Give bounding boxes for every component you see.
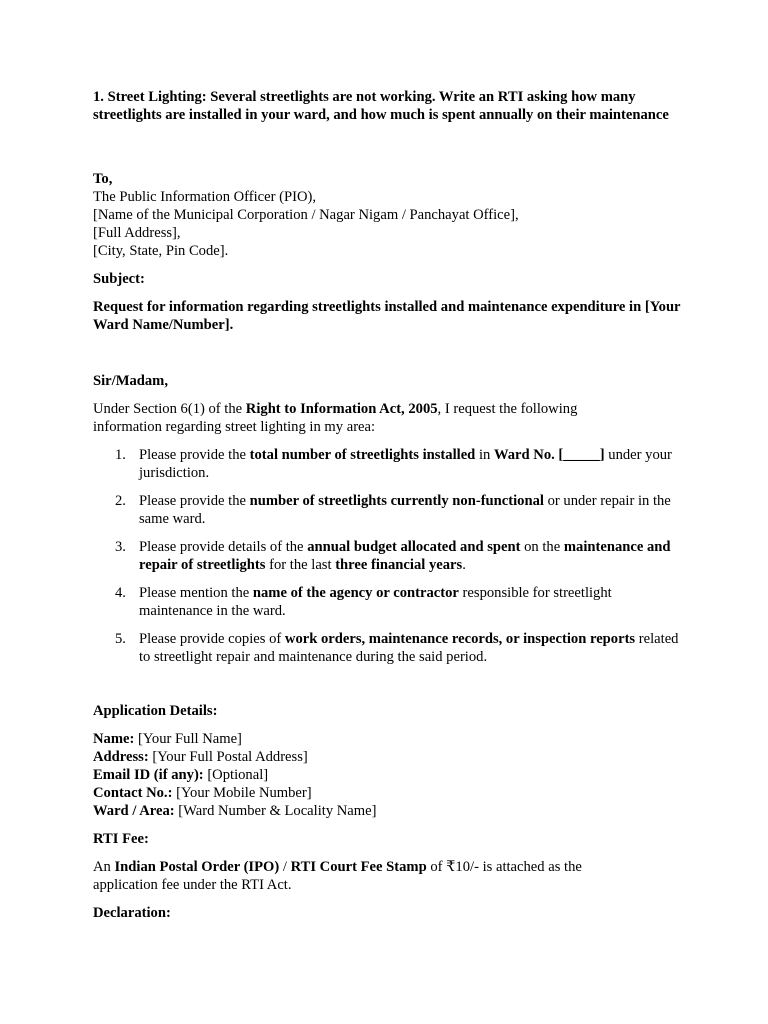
field-value: [Ward Number & Locality Name]: [174, 803, 377, 819]
declaration-heading: Declaration:: [93, 905, 171, 921]
address-line: The Public Information Officer (PIO),: [93, 189, 317, 205]
item-text: in: [475, 447, 494, 463]
fee-bold: Indian Postal Order (IPO): [114, 859, 280, 875]
field-label: Contact No.:: [93, 785, 173, 801]
list-item: [93, 492, 683, 528]
item-text: .: [462, 557, 466, 573]
question-heading: 1. Street Lighting: Several streetlights are not working. Write an RTI asking how many streetlights are installed in your ward, and how much is spent annually on their maintenance: [93, 89, 669, 123]
item-text: Please mention the: [139, 585, 253, 601]
list-item: [93, 538, 683, 574]
document-body: [93, 88, 683, 922]
item-bold: Ward No. [_____]: [493, 447, 605, 463]
item-number: 5.: [115, 631, 126, 647]
act-name: Right to Information Act, 2005: [245, 401, 438, 417]
salutation: Sir/Madam,: [93, 373, 168, 389]
field-value: [Your Full Name]: [134, 731, 242, 747]
item-bold: name of the agency or contractor: [252, 585, 459, 601]
fee-text: /: [279, 859, 291, 875]
item-text: for the last: [265, 557, 336, 573]
field-label: Email ID (if any):: [93, 767, 204, 783]
address-line: [Full Address],: [93, 225, 181, 241]
intro-paragraph: [93, 400, 633, 436]
field-value: [Your Full Postal Address]: [148, 749, 308, 765]
item-text: Please provide the: [139, 493, 250, 509]
list-item: [93, 630, 683, 666]
item-text: Please provide details of the: [139, 539, 308, 555]
item-text: related to streetlight repair and maintenance during the said period.: [139, 631, 679, 665]
fee-text: An: [93, 859, 115, 875]
item-text: Please provide the: [139, 447, 250, 463]
subject-label: Subject:: [93, 271, 145, 287]
item-bold: work orders, maintenance records, or inspection reports: [284, 631, 636, 647]
fee-heading: RTI Fee:: [93, 831, 149, 847]
item-number: 1.: [115, 447, 126, 463]
intro-text: Under Section 6(1) of the: [93, 401, 246, 417]
intro-text: , I request the following information regarding street lighting in my area:: [93, 401, 578, 435]
application-heading: Application Details:: [93, 703, 218, 719]
field-row: [93, 802, 683, 820]
item-bold: maintenance and repair of streetlights: [139, 539, 671, 573]
item-text: or under repair in the same ward.: [139, 493, 671, 527]
subject-text: Request for information regarding streetlights installed and maintenance expenditure in [Your Ward Name/Number].: [93, 299, 681, 333]
item-number: 4.: [115, 585, 126, 601]
field-label: Ward / Area:: [93, 803, 175, 819]
item-number: 2.: [115, 493, 126, 509]
fee-paragraph: [93, 858, 633, 894]
item-text: on the: [520, 539, 564, 555]
item-text: Please provide copies of: [139, 631, 285, 647]
recipient-address: [93, 170, 683, 260]
field-row: [93, 748, 683, 766]
item-bold: total number of streetlights installed: [249, 447, 476, 463]
item-text: responsible for streetlight maintenance in the ward.: [139, 585, 612, 619]
list-item: [93, 584, 683, 620]
item-bold: three financial years: [335, 557, 463, 573]
fee-bold: RTI Court Fee Stamp: [290, 859, 427, 875]
field-value: [Your Mobile Number]: [172, 785, 312, 801]
list-item: [93, 446, 683, 482]
item-bold: number of streetlights currently non-functional: [249, 493, 544, 509]
field-row: [93, 766, 683, 784]
item-bold: annual budget allocated and spent: [307, 539, 521, 555]
field-row: [93, 784, 683, 802]
field-label: Address:: [93, 749, 149, 765]
field-label: Name:: [93, 731, 135, 747]
field-value: [Optional]: [203, 767, 269, 783]
address-line: [City, State, Pin Code].: [93, 243, 229, 259]
address-line: [Name of the Municipal Corporation / Nagar Nigam / Panchayat Office],: [93, 207, 519, 223]
application-fields: [93, 730, 683, 820]
fee-text: of ₹10/- is attached as the application fee under the RTI Act.: [93, 859, 582, 893]
address-to: To,: [93, 171, 113, 187]
field-row: [93, 730, 683, 748]
item-text: under your jurisdiction.: [139, 447, 672, 481]
item-number: 3.: [115, 539, 126, 555]
request-list: [93, 446, 683, 666]
